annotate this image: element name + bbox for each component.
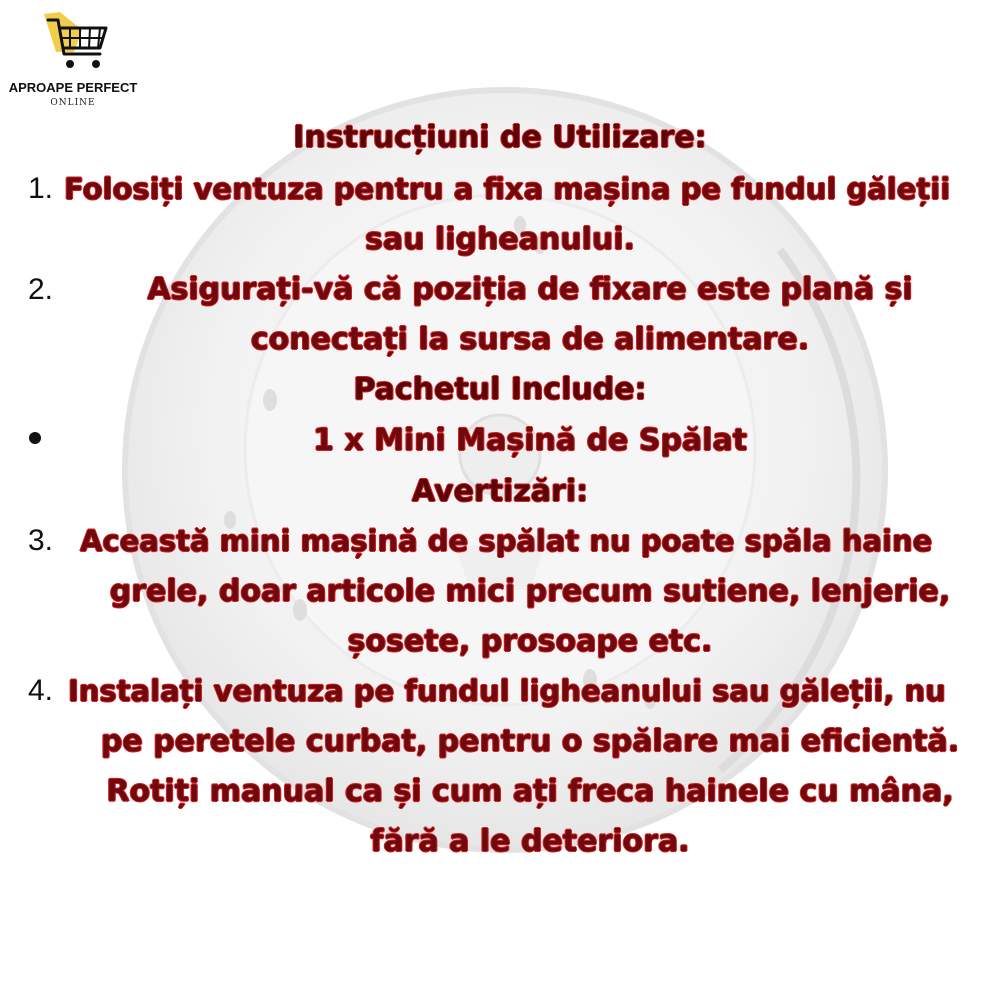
brand-name: APROAPE PERFECT (8, 80, 138, 95)
package-heading: Pachetul Include: (353, 372, 647, 407)
instruction-item-line: sau ligheanului. (365, 222, 635, 257)
instruction-item-line: conectați la sursa de alimentare. (250, 322, 810, 357)
list-number: 3. (28, 524, 54, 557)
instruction-item-line: Folosiți ventuza pentru a fixa mașina pe fundul găleții (64, 172, 951, 206)
warnings-heading: Avertizări: (411, 474, 589, 509)
warning-item-line: Rotiți manual ca și cum ați freca hainele cu mâna, (106, 774, 954, 809)
warning-item-line: Instalați ventuza pe fundul ligheanului sau găleții, nu (68, 674, 946, 708)
warning-item-line: fără a le deteriora. (370, 824, 690, 859)
list-number: 2. (28, 273, 54, 306)
warning-item-line: șosete, prosoape etc. (347, 624, 713, 659)
brand-subtitle: ONLINE (50, 98, 96, 108)
warning-item-line: grele, doar articole mici precum sutiene, lenjerie, (109, 574, 951, 609)
instruction-item-line: Asigurați-vă că poziția de fixare este plană și (147, 272, 913, 307)
list-number: 1. (28, 172, 54, 205)
warning-item-line: Această mini mașină de spălat nu poate spăla haine (80, 524, 933, 558)
list-number: 4. (28, 674, 54, 707)
instructions-heading: Instrucțiuni de Utilizare: (293, 120, 707, 155)
package-item: 1 x Mini Mașină de Spălat (312, 423, 748, 458)
warning-item-line: pe peretele curbat, pentru o spălare mai eficientă. (100, 724, 960, 759)
bullet-icon (29, 432, 41, 444)
